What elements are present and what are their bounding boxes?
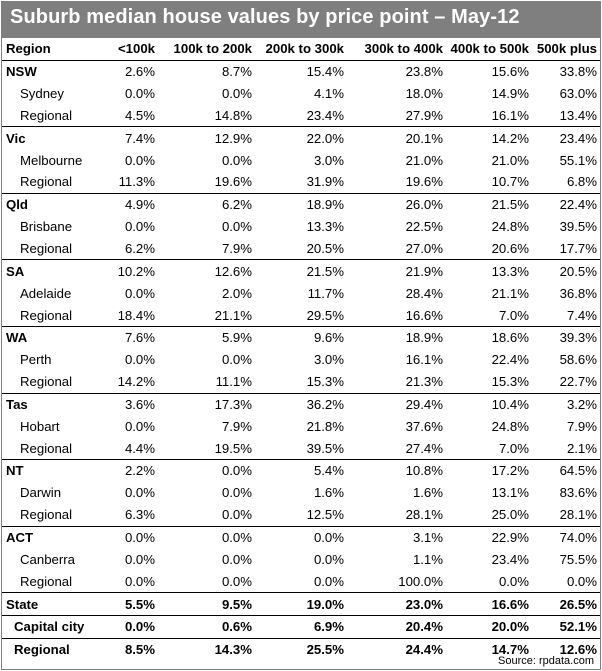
chart-title: Suburb median house values by price point – May-12	[10, 6, 520, 28]
table-cell: 12.5%	[306, 507, 344, 523]
table-row	[2, 216, 600, 238]
table-cell: 0.0%	[221, 152, 252, 168]
table-cell: 64.5%	[532, 460, 600, 482]
table-cell: 0.0%	[124, 152, 155, 168]
row-label: Hobart	[20, 418, 60, 434]
table-cell: 10.4%	[446, 393, 532, 415]
table-cell: 12.9%	[158, 127, 255, 149]
row-label: State	[2, 593, 102, 616]
table-cell: 2.2%	[102, 460, 158, 482]
table-cell: 0.0%	[124, 551, 155, 567]
table-cell: 8.5%	[102, 638, 158, 660]
title-bar	[2, 2, 600, 38]
table-row	[2, 415, 600, 437]
table-cell: 21.0%	[405, 152, 443, 168]
column-header: 100k to 200k	[158, 38, 255, 60]
table-row	[2, 482, 600, 504]
table-row	[2, 83, 600, 105]
table-cell: 10.2%	[102, 260, 158, 282]
table-cell: 21.1%	[214, 307, 252, 323]
table-cell: 1.6%	[412, 485, 443, 501]
row-label: WA	[2, 326, 102, 348]
table-cell: 18.4%	[117, 307, 155, 323]
table-cell: 19.0%	[255, 593, 347, 616]
table-cell: 29.5%	[306, 307, 344, 323]
table-cell: 15.4%	[255, 60, 347, 82]
row-label: Sydney	[20, 86, 64, 102]
table-cell: 19.5%	[214, 440, 252, 456]
table-cell: 0.0%	[158, 460, 255, 482]
table-cell: 9.6%	[255, 326, 347, 348]
table-cell: 20.0%	[446, 615, 532, 638]
table-cell: 2.1%	[566, 440, 597, 456]
header-row	[2, 38, 600, 60]
table-cell: 14.3%	[158, 638, 255, 660]
table-cell: 23.4%	[491, 551, 529, 567]
table-cell: 18.9%	[347, 326, 446, 348]
source-note: Source: rpdata.com	[498, 655, 594, 667]
table-cell: 14.2%	[446, 127, 532, 149]
row-label: Regional	[20, 440, 73, 456]
table-cell: 28.1%	[405, 507, 443, 523]
table-cell: 37.6%	[405, 418, 443, 434]
table-cell: 28.4%	[405, 285, 443, 301]
column-header-region: Region	[2, 38, 102, 60]
table-cell: 63.0%	[559, 86, 597, 102]
row-label: NSW	[2, 60, 102, 82]
table-cell: 5.9%	[158, 326, 255, 348]
table-cell: 25.0%	[491, 507, 529, 523]
table-cell: 15.3%	[306, 374, 344, 390]
table-row	[2, 437, 600, 459]
table-cell: 0.0%	[221, 507, 252, 523]
table-cell: 17.3%	[158, 393, 255, 415]
row-label: Vic	[2, 127, 102, 149]
table-cell: 14.2%	[117, 374, 155, 390]
table-cell: 3.1%	[347, 526, 446, 548]
table-cell: 0.0%	[498, 573, 529, 589]
row-label: Regional	[20, 307, 73, 323]
table-cell: 21.8%	[306, 418, 344, 434]
table-cell: 17.7%	[559, 241, 597, 257]
table-cell: 25.5%	[255, 638, 347, 660]
table-cell: 1.6%	[313, 485, 344, 501]
table-cell: 39.5%	[559, 219, 597, 235]
table-cell: 11.1%	[215, 374, 252, 390]
table-cell: 16.1%	[491, 107, 529, 123]
table-cell: 18.9%	[255, 193, 347, 215]
table-cell: 2.0%	[221, 285, 252, 301]
row-label: Capital city	[2, 615, 102, 638]
data-table	[2, 38, 600, 661]
table-cell: 0.0%	[221, 551, 252, 567]
table-cell: 23.0%	[347, 593, 446, 616]
table-cell: 26.0%	[347, 193, 446, 215]
table-cell: 6.9%	[255, 615, 347, 638]
column-header: 500k plus	[532, 38, 600, 60]
table-cell: 21.9%	[347, 260, 446, 282]
table-cell: 7.9%	[221, 418, 252, 434]
table-cell: 21.1%	[491, 285, 529, 301]
table-cell: 39.5%	[306, 440, 344, 456]
table-cell: 10.8%	[347, 460, 446, 482]
table-cell: 83.6%	[559, 485, 597, 501]
table-row	[2, 349, 600, 371]
table-frame	[1, 1, 601, 670]
table-cell: 7.6%	[102, 326, 158, 348]
table-cell: 22.7%	[559, 374, 597, 390]
table-cell: 58.6%	[559, 352, 597, 368]
table-cell: 29.4%	[347, 393, 446, 415]
table-cell: 12.6%	[158, 260, 255, 282]
table-cell: 18.6%	[446, 326, 532, 348]
row-label: Regional	[20, 107, 73, 123]
table-cell: 0.0%	[124, 352, 155, 368]
row-label: Perth	[20, 352, 52, 368]
table-cell: 2.6%	[102, 60, 158, 82]
table-cell: 100.0%	[398, 573, 443, 589]
row-label: Qld	[2, 193, 102, 215]
row-label: Darwin	[20, 485, 62, 501]
row-label: Canberra	[20, 551, 75, 567]
table-cell: 52.1%	[532, 615, 600, 638]
table-cell: 14.9%	[491, 86, 529, 102]
table-cell: 12.6%	[532, 638, 600, 660]
row-label: ACT	[2, 526, 102, 548]
table-cell: 13.3%	[446, 260, 532, 282]
table-cell: 0.0%	[124, 485, 155, 501]
table-cell: 21.5%	[255, 260, 347, 282]
table-cell: 20.1%	[347, 127, 446, 149]
table-row	[2, 504, 600, 526]
table-row	[2, 460, 600, 482]
table-cell: 1.1%	[412, 551, 443, 567]
table-cell: 13.4%	[559, 107, 597, 123]
table-row	[2, 393, 600, 415]
table-cell: 20.6%	[491, 241, 529, 257]
column-header: 200k to 300k	[255, 38, 347, 60]
row-label: Regional	[20, 241, 73, 257]
table-cell: 19.6%	[214, 174, 252, 190]
table-row	[2, 548, 600, 570]
table-cell: 22.0%	[255, 127, 347, 149]
table-cell: 4.4%	[124, 440, 155, 456]
table-cell: 11.3%	[118, 174, 155, 190]
table-row	[2, 238, 600, 260]
table-cell: 13.3%	[306, 219, 344, 235]
table-cell: 22.5%	[405, 219, 443, 235]
table-cell: 0.6%	[158, 615, 255, 638]
table-cell: 4.5%	[124, 107, 155, 123]
table-cell: 23.4%	[532, 127, 600, 149]
table-cell: 22.9%	[446, 526, 532, 548]
table-row	[2, 593, 600, 616]
table-cell: 3.0%	[313, 152, 344, 168]
table-row	[2, 260, 600, 282]
table-cell: 7.0%	[498, 307, 529, 323]
table-cell: 0.0%	[124, 285, 155, 301]
column-header: <100k	[102, 38, 158, 60]
table-cell: 4.1%	[313, 86, 344, 102]
table-row	[2, 171, 600, 193]
row-label: Regional	[20, 507, 73, 523]
table-cell: 15.3%	[491, 374, 529, 390]
row-label: Regional	[2, 638, 102, 660]
table-cell: 0.0%	[158, 526, 255, 548]
table-row	[2, 105, 600, 127]
table-cell: 39.3%	[532, 326, 600, 348]
table-row	[2, 60, 600, 82]
table-cell: 0.0%	[313, 573, 344, 589]
table-cell: 36.2%	[255, 393, 347, 415]
table-cell: 0.0%	[124, 418, 155, 434]
table-cell: 6.2%	[124, 241, 155, 257]
table-cell: 7.4%	[102, 127, 158, 149]
table-cell: 74.0%	[532, 526, 600, 548]
table-row	[2, 149, 600, 171]
row-label: Regional	[20, 374, 73, 390]
table-cell: 7.0%	[498, 440, 529, 456]
table-cell: 16.6%	[405, 307, 443, 323]
table-cell: 0.0%	[313, 551, 344, 567]
column-header: 400k to 500k	[446, 38, 532, 60]
table-cell: 6.2%	[158, 193, 255, 215]
table-cell: 26.5%	[532, 593, 600, 616]
table-row	[2, 570, 600, 592]
table-cell: 28.1%	[559, 507, 597, 523]
table-cell: 0.0%	[124, 573, 155, 589]
table-cell: 0.0%	[255, 526, 347, 548]
table-cell: 36.8%	[559, 285, 597, 301]
table-cell: 20.5%	[306, 241, 344, 257]
table-cell: 27.4%	[405, 440, 443, 456]
table-cell: 24.8%	[491, 219, 529, 235]
column-header: 300k to 400k	[347, 38, 446, 60]
row-label: Adelaide	[20, 285, 72, 301]
table-row	[2, 526, 600, 548]
table-cell: 16.6%	[446, 593, 532, 616]
table-row	[2, 304, 600, 326]
table-cell: 8.7%	[158, 60, 255, 82]
table-cell: 23.8%	[347, 60, 446, 82]
table-cell: 3.6%	[102, 393, 158, 415]
table-cell: 0.0%	[124, 86, 155, 102]
table-cell: 5.4%	[255, 460, 347, 482]
table-cell: 75.5%	[559, 551, 597, 567]
table-row	[2, 371, 600, 393]
table-cell: 10.7%	[491, 174, 529, 190]
table-cell: 24.4%	[347, 638, 446, 660]
table-cell: 20.4%	[347, 615, 446, 638]
table-row	[2, 326, 600, 348]
table-cell: 27.9%	[405, 107, 443, 123]
table-cell: 18.0%	[405, 86, 443, 102]
table-row	[2, 282, 600, 304]
table-cell: 0.0%	[221, 485, 252, 501]
table-cell: 22.4%	[532, 193, 600, 215]
table-cell: 55.1%	[559, 152, 597, 168]
table-cell: 14.7%	[446, 638, 532, 660]
table-cell: 0.0%	[566, 573, 597, 589]
table-cell: 22.4%	[491, 352, 529, 368]
table-cell: 0.0%	[102, 526, 158, 548]
table-cell: 33.8%	[532, 60, 600, 82]
table-cell: 3.0%	[313, 352, 344, 368]
table-cell: 6.8%	[566, 174, 597, 190]
table-cell: 24.8%	[491, 418, 529, 434]
row-label: NT	[2, 460, 102, 482]
table-cell: 0.0%	[102, 615, 158, 638]
table-cell: 15.6%	[446, 60, 532, 82]
table-row	[2, 615, 600, 638]
table-cell: 16.1%	[405, 352, 443, 368]
table-cell: 4.9%	[102, 193, 158, 215]
table-cell: 21.5%	[446, 193, 532, 215]
table-cell: 23.4%	[306, 107, 344, 123]
table-cell: 27.0%	[405, 241, 443, 257]
table-cell: 0.0%	[221, 219, 252, 235]
table-cell: 21.3%	[405, 374, 443, 390]
table-cell: 17.2%	[446, 460, 532, 482]
table-cell: 20.5%	[532, 260, 600, 282]
table-cell: 21.0%	[491, 152, 529, 168]
table-cell: 13.1%	[491, 485, 529, 501]
table-cell: 31.9%	[306, 174, 344, 190]
row-label: SA	[2, 260, 102, 282]
table-row	[2, 127, 600, 149]
table-cell: 19.6%	[405, 174, 443, 190]
row-label: Regional	[20, 174, 73, 190]
table-body	[2, 60, 600, 660]
row-label: Regional	[20, 573, 73, 589]
table-cell: 9.5%	[158, 593, 255, 616]
table-cell: 0.0%	[221, 86, 252, 102]
table-cell: 0.0%	[124, 219, 155, 235]
table-cell: 0.0%	[221, 573, 252, 589]
table-cell: 6.3%	[124, 507, 155, 523]
table-cell: 11.7%	[307, 285, 344, 301]
row-label: Tas	[2, 393, 102, 415]
table-cell: 7.4%	[566, 307, 597, 323]
table-cell: 0.0%	[221, 352, 252, 368]
row-label: Brisbane	[20, 219, 73, 235]
table-row	[2, 193, 600, 215]
table-cell: 3.2%	[532, 393, 600, 415]
table-cell: 5.5%	[102, 593, 158, 616]
row-label: Melbourne	[20, 152, 83, 168]
table-cell: 7.9%	[221, 241, 252, 257]
table-cell: 14.8%	[214, 107, 252, 123]
table-cell: 7.9%	[566, 418, 597, 434]
